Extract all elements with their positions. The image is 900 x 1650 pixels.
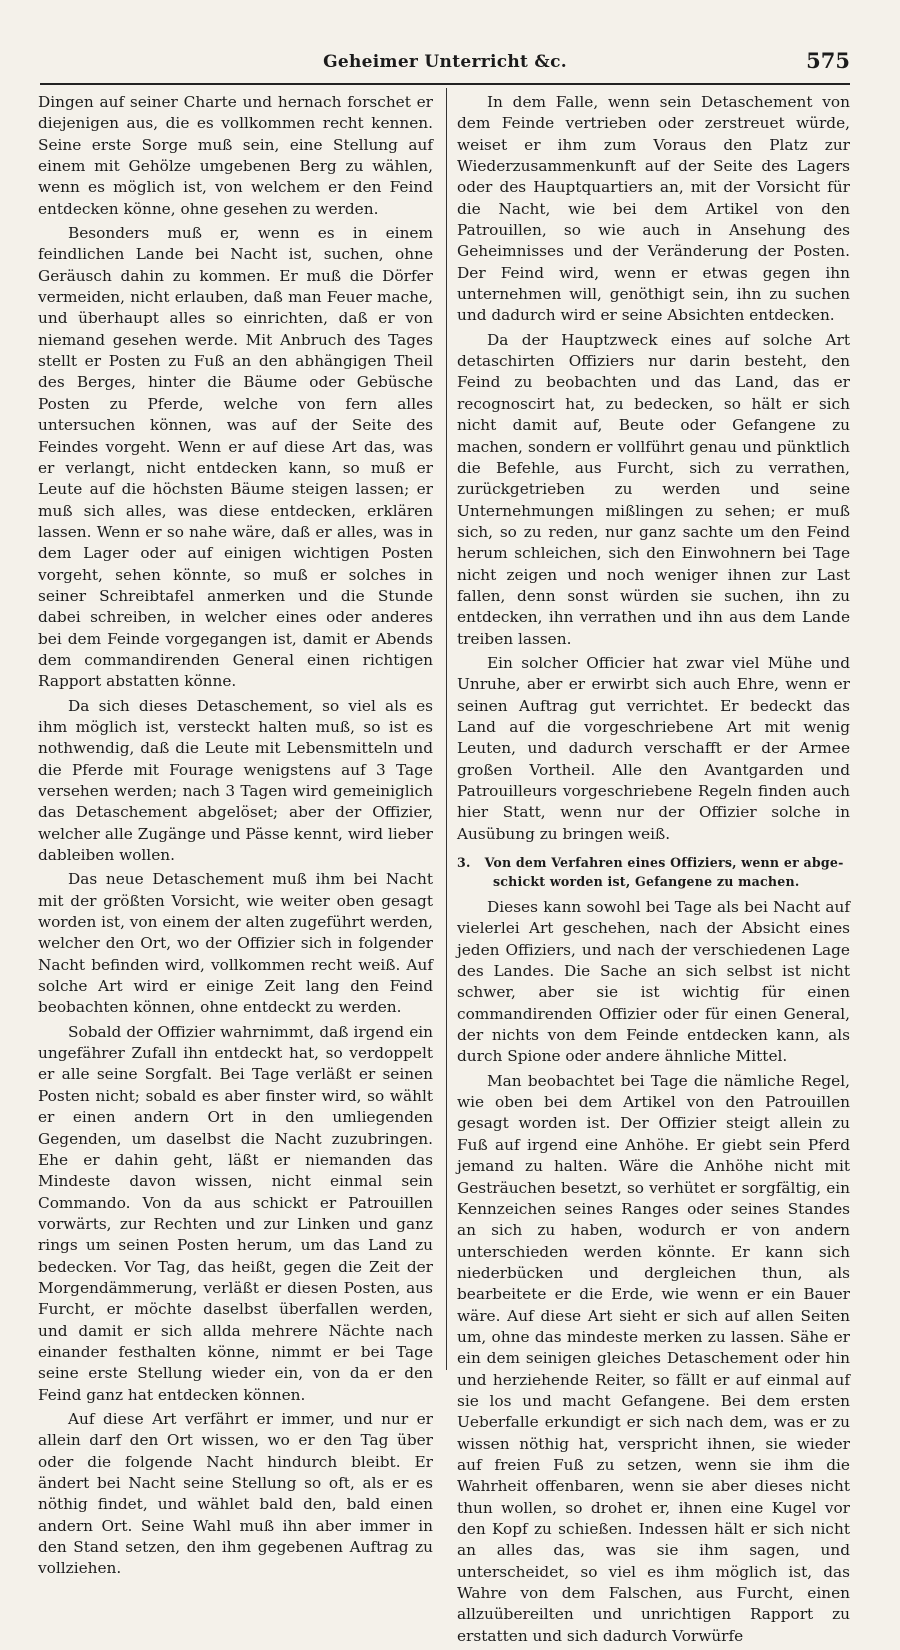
- section-heading: [457, 853, 850, 891]
- paragraph: Sobald der Offizier wahrnimmt, daß irgend ein ungefährer Zufall ihn entdeckt hat, so verdoppelt er alle seine Sorgfalt. Bei Tage verläßt er seinen Posten nicht; sobald es aber finster wird, so wählt er einen andern Ort in den umliegenden Gegenden, um daselbst die Nacht zuzubringen. Ehe er dahin geht, läßt er niemanden das Mindeste davon wissen, nicht einmal sein Commando. Von da aus schickt er Patrouillen vorwärts, zur Rechten und zur Linken und ganz rings um seinen Posten herum, um das Land zu bedecken. Vor Tag, das heißt, gegen die Zeit der Morgendämmerung, verläßt er diesen Posten, aus Furcht, er möchte daselbst überfallen werden, und damit er sich allda mehrere Nächte nach einander festhalten könne, nimmt er bei Tage seine erste Stellung wieder ein, von da er den Feind ganz hat entdecken können.: [38, 1022, 433, 1404]
- paragraph: Ein solcher Officier hat zwar viel Mühe und Unruhe, aber er erwirbt sich auch Ehre, wenn er seinen Auftrag gut verrichtet. Er bedeckt das Land auf die vorgeschriebene Art mit wenig Leuten, und dadurch verschafft er der Armee großen Vortheil. Alle den Avantgarden und Patrouilleurs vorgeschriebene Regeln finden auch hier Statt, wenn nur der Offizier solche in Ausübung zu bringen weiß.: [457, 653, 850, 843]
- left-column: [38, 92, 433, 1583]
- paragraph: Man beobachtet bei Tage die nämliche Regel, wie oben bei dem Artikel von den Patrouillen gesagt worden ist. Der Offizier steigt allein zu Fuß auf irgend eine Anhöhe. Er giebt sein Pferd jemand zu halten. Wäre die Anhöhe nicht mit Gesträuchen besetzt, so verhütet er sorgfältig, ein Kennzeichen seines Ranges oder seines Standes an sich zu haben, wodurch er von andern unterschieden werden könnte. Er kann sich niederbücken und dergleichen thun, als bearbeitete er die Erde, wie wenn er ein Bauer wäre. Auf diese Art sieht er sich auf allen Seiten um, ohne das mindeste merken zu lassen. Sähe er ein dem seinigen gleiches Detaschement oder hin und herziehende Reiter, so fällt er auf einmal auf sie los und macht Gefangene. Bei dem ersten Ueberfalle erkundigt er sich nach dem, was er zu wissen nöthig hat, verspricht ihnen, sie wieder auf freien Fuß zu setzen, wenn sie ihm die Wahrheit offenbaren, wenn sie aber dieses nicht thun wollen, so drohet er, ihnen eine Kugel vor den Kopf zu schießen. Indessen hält er sich nicht an alles das, was sie ihm sagen, und unterscheidet, so viel es ihm möglich ist, das Wahre von dem Falschen, aus Furcht, einen allzuübereilten und unrichtigen Rapport zu erstatten und sich dadurch Vorwürfe: [457, 1071, 850, 1645]
- page-number: 575: [806, 48, 850, 73]
- paragraph: In dem Falle, wenn sein Detaschement von dem Feinde vertrieben oder zerstreuet würde, weiset er ihm zum Voraus den Platz zur Wiederzusammenkunft auf der Seite des Lagers oder des Hauptquartiers an, mit der Vorsicht für die Nacht, wie bei dem Artikel von den Patrouillen, so wie auch in Ansehung des Geheimnisses und der Veränderung der Posten. Der Feind wird, wenn er etwas gegen ihn unternehmen will, genöthigt sein, ihn zu suchen und dadurch wird er seine Absichten entdecken.: [457, 93, 850, 325]
- page-header: [40, 48, 850, 78]
- section-heading-line1: Von dem Verfahren eines Offiziers, wenn er abge-: [484, 855, 844, 871]
- paragraph: Da sich dieses Detaschement, so viel als es ihm möglich ist, versteckt halten muß, so ist es nothwendig, daß die Leute mit Lebensmitteln und die Pferde mit Fourage wenigstens auf 3 Tage versehen werden; nach 3 Tagen wird gemeiniglich das Detaschement abgelöset; aber der Offizier, welcher alle Zugänge und Pässe kennt, wird lieber dableiben wollen.: [38, 696, 433, 865]
- column-divider: [446, 88, 447, 1370]
- paragraph: Auf diese Art verfährt er immer, und nur er allein darf den Ort wissen, wo er den Tag über oder die folgende Nacht hindurch bleibt. Er ändert bei Nacht seine Stellung so oft, als er es nöthig findet, und wählet bald den, bald einen andern Ort. Seine Wahl muß ihn aber immer in den Stand setzen, den ihm gegebenen Auftrag zu vollziehen.: [38, 1409, 433, 1578]
- paragraph: Dieses kann sowohl bei Tage als bei Nacht auf vielerlei Art geschehen, nach der Absicht eines jeden Offiziers, und nach der verschiedenen Lage des Landes. Die Sache an sich selbst ist nicht schwer, aber sie ist wichtig für einen commandirenden Offizier oder für einen General, der nichts von dem Feinde entdecken kann, als durch Spione oder andere ähnliche Mittel.: [457, 898, 850, 1066]
- section-number: 3.: [457, 855, 471, 871]
- section-heading-line2: schickt worden ist, Gefangene zu machen.: [493, 874, 800, 890]
- right-column: [457, 92, 850, 1650]
- running-title: Geheimer Unterricht &c.: [323, 52, 567, 72]
- paragraph: Besonders muß er, wenn es in einem feindlichen Lande bei Nacht ist, suchen, ohne Geräusch dahin zu kommen. Er muß die Dörfer vermeiden, nicht erlauben, daß man Feuer mache, und überhaupt alles so einrichten, daß er von niemand gesehen werde. Mit Anbruch des Tages stellt er Posten zu Fuß an den abhängigen Theil des Berges, hinter die Bäume oder Gebüsche Posten zu Pferde, welche von fern alles untersuchen können, was auf der Seite des Feindes vorgeht. Wenn er auf diese Art das, was er verlangt, nicht entdecken kann, so muß er Leute auf die höchsten Bäume steigen lassen; er muß sich alles, was diese entdecken, erklären lassen. Wenn er so nahe wäre, daß er alles, was in dem Lager oder auf einigen wichtigen Posten vorgeht, sehen könnte, so muß er solches in seiner Schreibtafel anmerken und die Stunde dabei schreiben, in welcher eines oder anderes bei dem Feinde vorgegangen ist, damit er Abends dem commandirenden General einen richtigen Rapport abstatten könne.: [38, 224, 433, 691]
- paragraph: Da der Hauptzweck eines auf solche Art detaschirten Offiziers nur darin besteht, den Feind zu beobachten und das Land, das er recognoscirt hat, zu bedecken, so hält er sich nicht damit auf, Beute oder Gefangene zu machen, sondern er vollführt genau und pünktlich die Befehle, aus Furcht, sich zu verrathen, zurückgetrieben zu werden und seine Unternehmungen mißlingen zu sehen; er muß sich, so zu reden, nur ganz sachte um den Feind herum schleichen, sich den Einwohnern bei Tage nicht zeigen und noch weniger ihnen zur Last fallen, denn sonst würden sie suchen, ihn zu entdecken, ihn verrathen und ihn aus dem Lande treiben lassen.: [457, 330, 850, 648]
- paragraph: Dingen auf seiner Charte und hernach forschet er diejenigen aus, die es vollkommen recht kennen. Seine erste Sorge muß sein, eine Stellung auf einem mit Gehölze umgebenen Berg zu wählen, wenn es möglich ist, von welchem er den Feind entdecken könne, ohne gesehen zu werden.: [38, 93, 433, 218]
- header-rule: [40, 83, 850, 85]
- paragraph: Das neue Detaschement muß ihm bei Nacht mit der größten Vorsicht, wie weiter oben gesagt worden ist, von einem der alten zugeführt werden, welcher den Ort, wo der Offizier sich in folgender Nacht befinden wird, vollkommen recht weiß. Auf solche Art wird er einige Zeit lang den Feind beobachten können, ohne entdeckt zu werden.: [38, 870, 433, 1017]
